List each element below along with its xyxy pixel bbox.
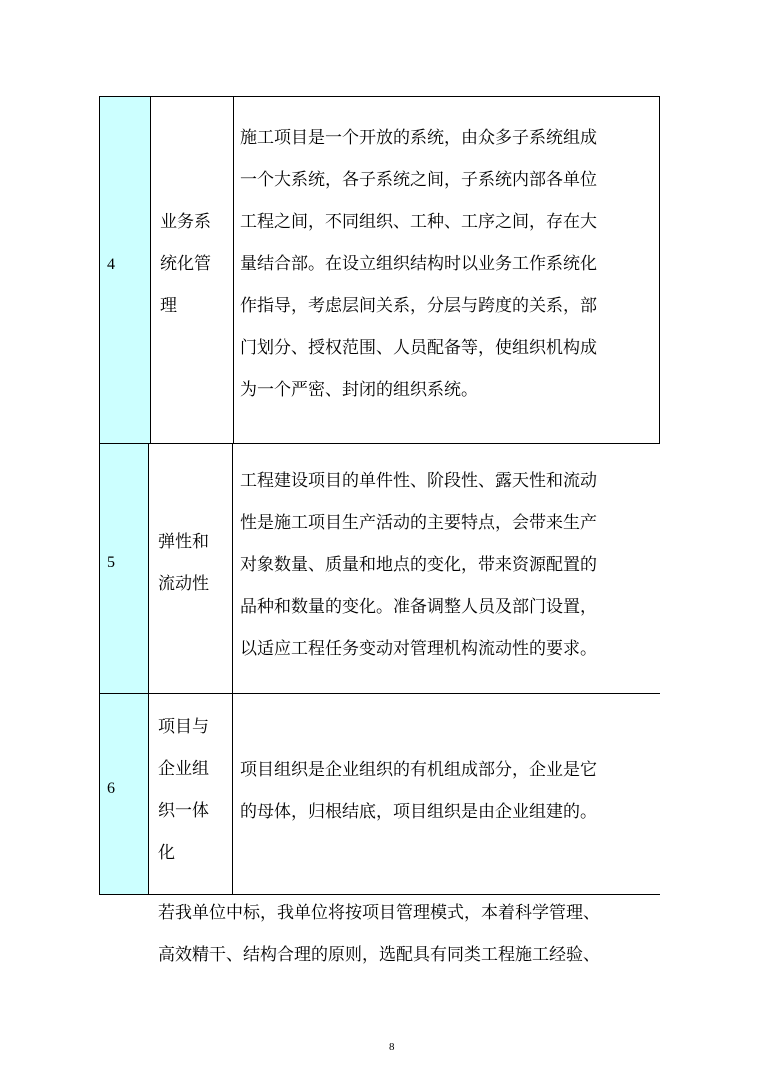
row-description: 项目组织是企业组织的有机组成部分，企业是它 的母体，归根结底，项目组织是由企业组建的。 [240, 760, 597, 822]
row-description: 工程建设项目的单件性、阶段性、露天性和流动 性是施工项目生产活动的主要特点，会带来生产 对象数量、质量和地点的变化，带来资源配置的 品种和数量的变化。准备调整人员及部门设置， 以适应工程任务变动对管理机构流动性的要求。 [240, 471, 597, 659]
row-number: 4 [107, 256, 115, 273]
row-description: 施工项目是一个开放的系统，由众多子系统组成 一个大系统，各子系统之间，子系统内部各单位 工程之间，不同组织、工种、工序之间，存在大 量结合部。在设立组织结构时以业务工作系统化 作指导，考虑层间关系，分层与跨度的关系，部 门划分、授权范围、人员配备等，使组织机构成 为一个严密、封闭的组织系统。 [240, 128, 597, 400]
page-number: 8 [389, 1041, 395, 1053]
row-name: 业务系 统化管 理 [160, 212, 211, 316]
row-number: 6 [107, 780, 115, 797]
body-paragraph: 若我单位中标，我单位将按项目管理模式，本着科学管理、 高效精干、结构合理的原则，选配具有同类工程施工经验、 [158, 903, 600, 965]
row-name: 项目与 企业组 织一体 化 [158, 717, 209, 863]
row-name: 弹性和 流动性 [158, 532, 209, 594]
row-number: 5 [107, 554, 115, 571]
